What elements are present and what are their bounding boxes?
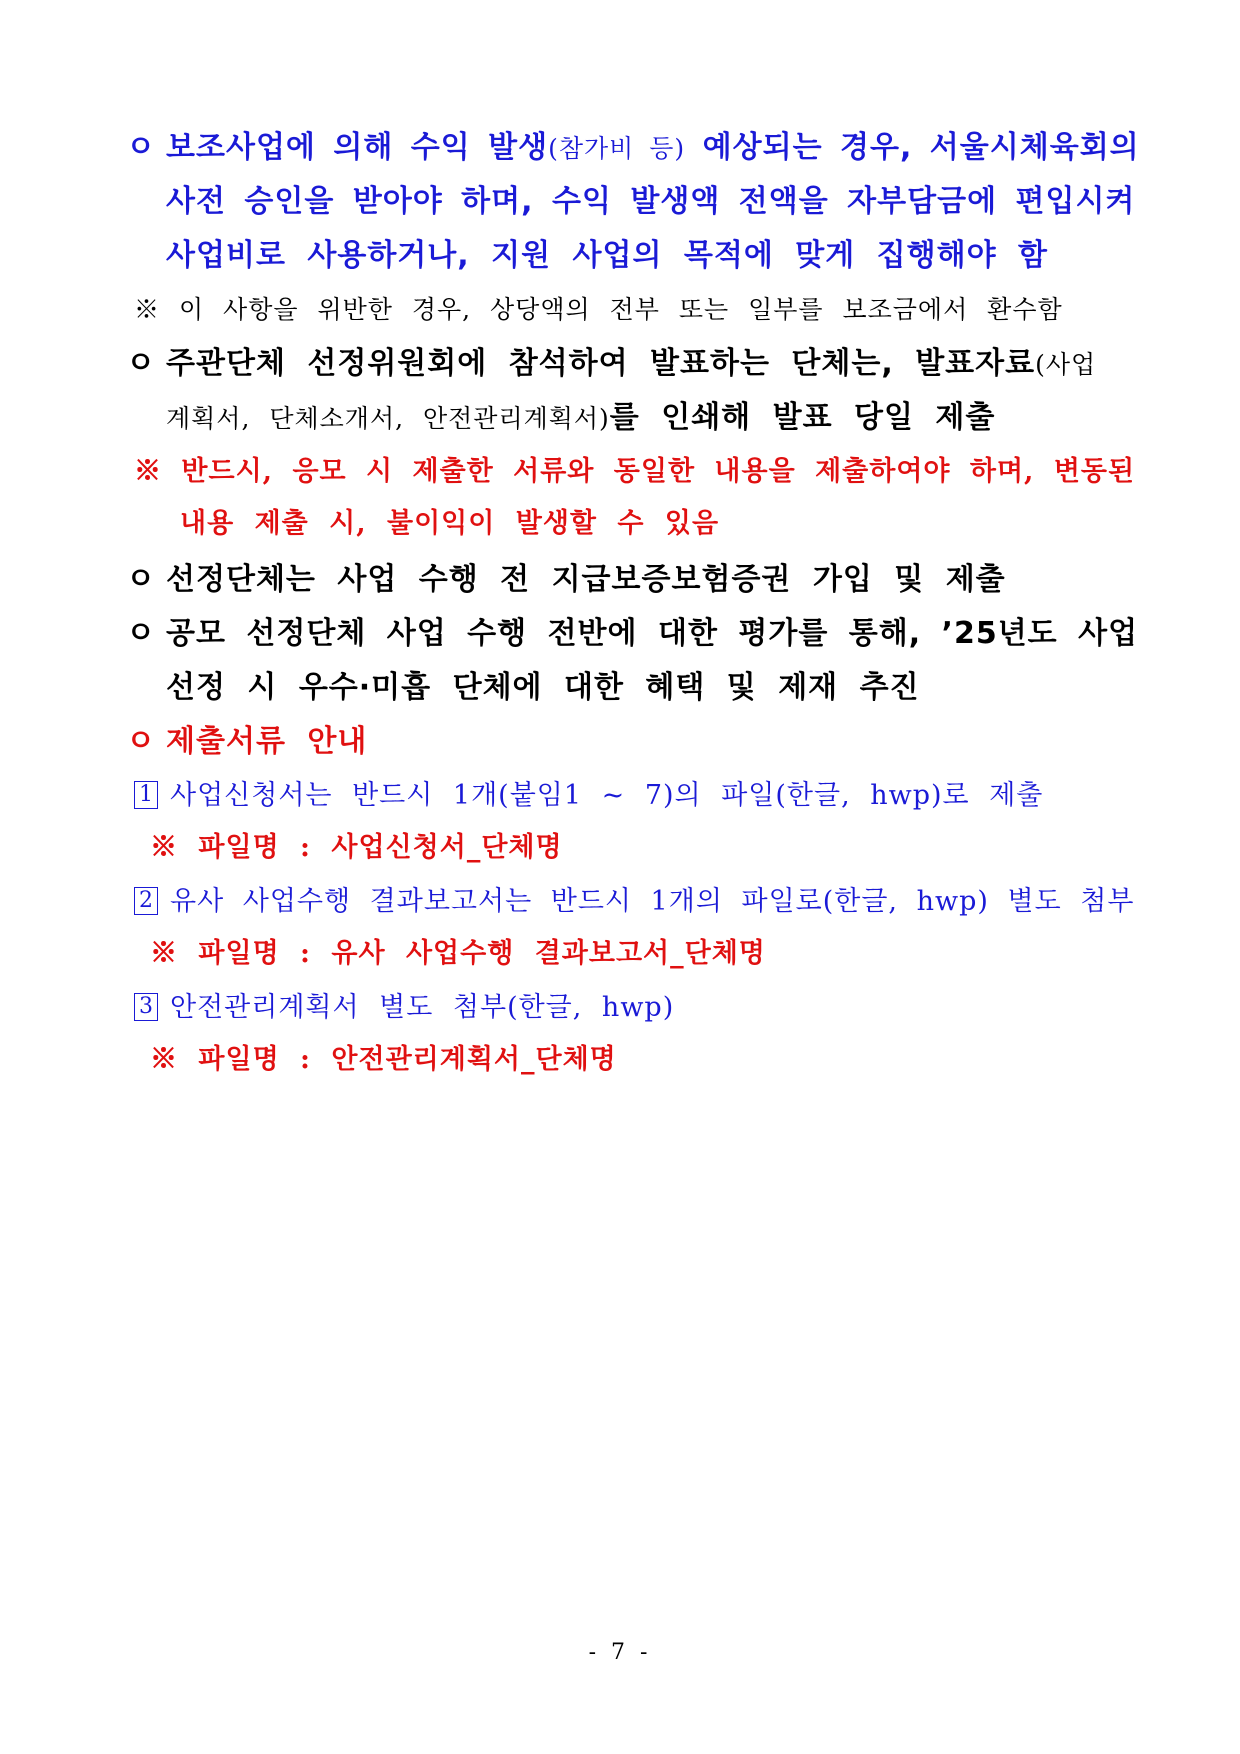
bullet-4-text: 공모 선정단체 사업 수행 전반에 대한 평가를 통해, ’25년도 사업	[166, 616, 1139, 651]
bullet-1-text-b: (참가비 등)	[548, 134, 686, 163]
bullet-1-line-2: 사전 승인을 받아야 하며, 수익 발생액 전액을 자부담금에 편입시켜	[166, 184, 1136, 219]
doc-item-1-note: ※ 파일명 : 사업신청서_단체명	[150, 832, 563, 863]
bullet-2-text-b: (사업	[1035, 350, 1097, 379]
bullet-4-line-2: 선정 시 우수·미흡 단체에 대한 혜택 및 제재 추진	[166, 670, 920, 705]
bullet-2-text-c: 계획서, 단체소개서, 안전관리계획서)	[166, 404, 610, 433]
doc-item-3-text: 안전관리계획서 별도 첨부(한글, hwp)	[170, 992, 675, 1023]
bullet-1-text-c: 예상되는 경우, 서울시체육회의	[685, 130, 1140, 165]
bullet-4-line-1	[126, 614, 1138, 654]
boxed-number-1: 1	[134, 781, 158, 809]
bullet-1-text-a: 보조사업에 의해 수익 발생	[166, 130, 549, 165]
boxed-number-3: 3	[134, 993, 158, 1021]
bullet-2-text-d: 를 인쇄해 발표 당일 제출	[609, 400, 996, 435]
bullet-1-line-3: 사업비로 사용하거나, 지원 사업의 목적에 맞게 집행해야 함	[166, 238, 1049, 273]
bullet-2-note-line-1: ※ 반드시, 응모 시 제출한 서류와 동일한 내용을 제출하여야 하며, 변동된	[134, 456, 1136, 487]
doc-item-3	[134, 988, 674, 1028]
bullet-5-line-1	[126, 722, 367, 762]
boxed-number-2: 2	[134, 887, 158, 915]
bullet-marker: ㅇ	[126, 616, 156, 651]
bullet-1-line-1	[126, 128, 1140, 169]
bullet-2-line-2	[166, 398, 995, 439]
bullet-5-text: 제출서류 안내	[166, 724, 368, 759]
bullet-1-note: ※ 이 사항을 위반한 경우, 상당액의 전부 또는 일부를 보조금에서 환수함	[134, 295, 1063, 324]
bullet-3-text: 선정단체는 사업 수행 전 지급보증보험증권 가입 및 제출	[166, 562, 1006, 597]
doc-item-1	[134, 776, 1043, 816]
bullet-2-line-1	[126, 344, 1096, 385]
doc-item-1-text: 사업신청서는 반드시 1개(붙임1 ~ 7)의 파일(한글, hwp)로 제출	[170, 780, 1044, 811]
doc-item-2-text: 유사 사업수행 결과보고서는 반드시 1개의 파일로(한글, hwp) 별도 첨부	[170, 886, 1135, 917]
bullet-2-note-line-2: 내용 제출 시, 불이익이 발생할 수 있음	[180, 508, 720, 539]
bullet-2-text-a: 주관단체 선정위원회에 참석하여 발표하는 단체는, 발표자료	[166, 346, 1036, 381]
bullet-marker: ㅇ	[126, 562, 156, 597]
doc-item-2	[134, 882, 1134, 922]
bullet-marker: ㅇ	[126, 724, 156, 759]
page-number: - 7 -	[588, 1640, 652, 1665]
bullet-marker: ㅇ	[126, 346, 156, 381]
doc-item-3-note: ※ 파일명 : 안전관리계획서_단체명	[150, 1044, 617, 1075]
doc-item-2-note: ※ 파일명 : 유사 사업수행 결과보고서_단체명	[150, 938, 766, 969]
bullet-marker: ㅇ	[126, 130, 156, 165]
bullet-3-line-1	[126, 560, 1006, 600]
